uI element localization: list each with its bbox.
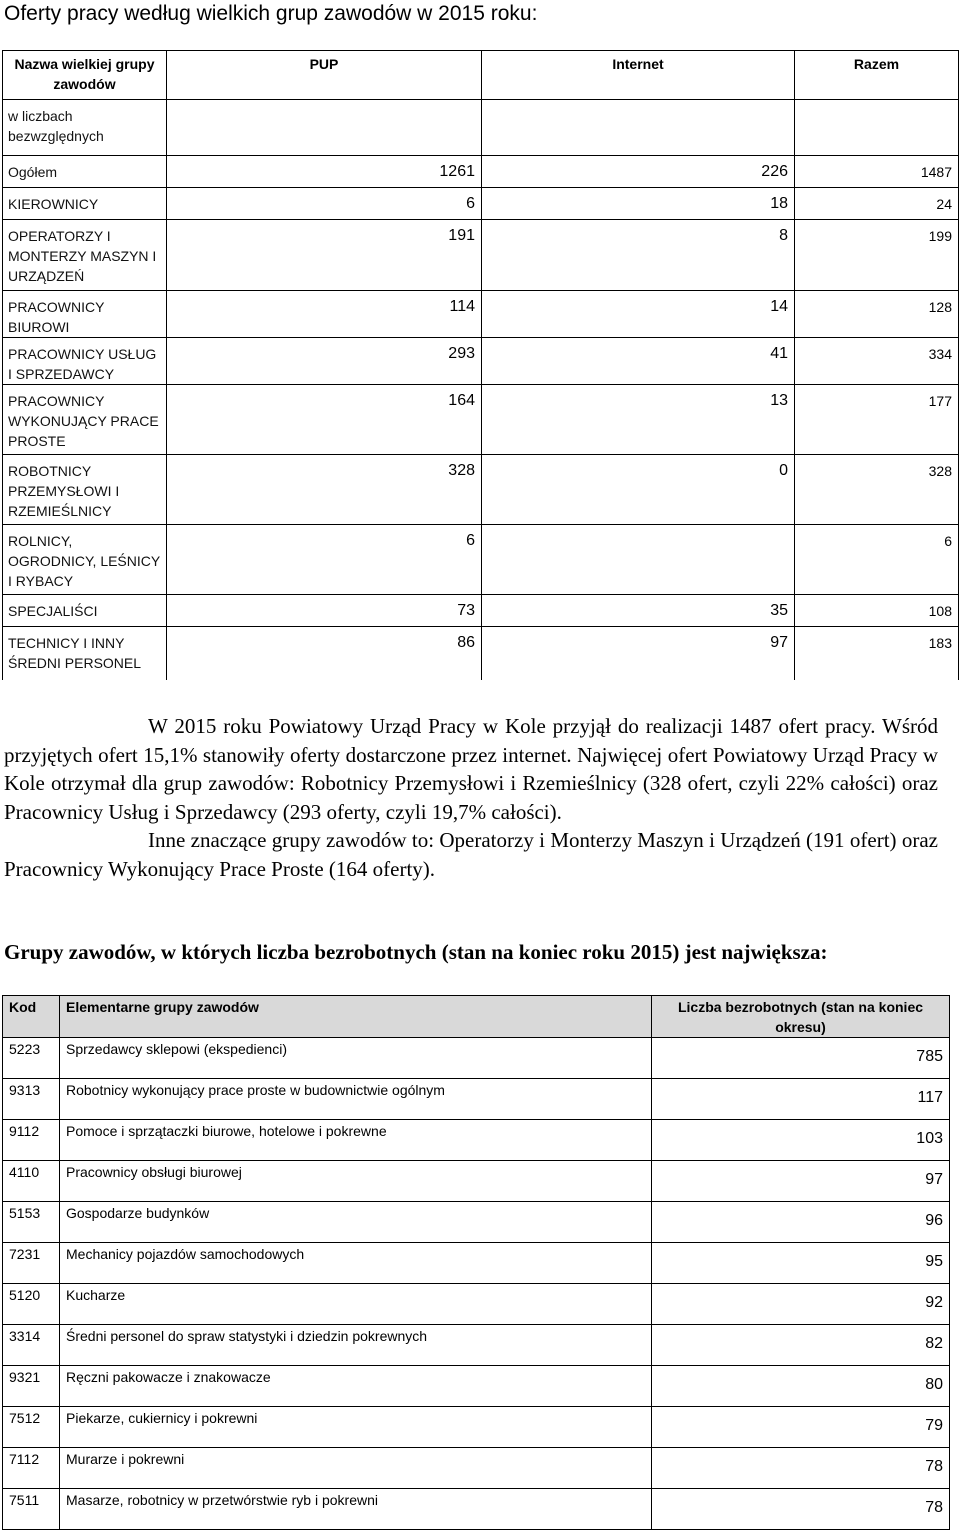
unemployment-table — [2, 995, 950, 1530]
header-pup: PUP — [167, 51, 482, 100]
row-group: Pomoce i sprzątaczki biurowe, hotelowe i pokrewne — [60, 1120, 652, 1161]
row-count: 92 — [652, 1284, 950, 1325]
row-count: 117 — [652, 1079, 950, 1120]
row-razem: 6 — [795, 525, 959, 595]
table-row — [3, 1202, 950, 1243]
summary-paragraph-2: Inne znaczące grupy zawodów to: Operatorzy i Monterzy Maszyn i Urządzeń (191 ofert) oraz Pracownicy Wykonujący Prace Proste (164 oferty). — [4, 828, 938, 881]
row-name: OPERATORZY I MONTERZY MASZYN I URZĄDZEŃ — [3, 220, 167, 291]
header-kod: Kod — [3, 996, 60, 1038]
row-razem: 199 — [795, 220, 959, 291]
table-row — [3, 1325, 950, 1366]
table-row — [3, 220, 959, 291]
row-name: Ogółem — [3, 156, 167, 188]
row-count: 785 — [652, 1038, 950, 1079]
row-group: Sprzedawcy sklepowi (ekspedienci) — [60, 1038, 652, 1079]
row-group: Murarze i pokrewni — [60, 1448, 652, 1489]
row-count: 78 — [652, 1489, 950, 1530]
header-internet: Internet — [482, 51, 795, 100]
table-row — [3, 1161, 950, 1202]
row-pup: 86 — [167, 627, 482, 680]
subheader-empty — [167, 100, 482, 156]
row-razem: 183 — [795, 627, 959, 680]
header-group: Elementarne grupy zawodów — [60, 996, 652, 1038]
table-row — [3, 188, 959, 220]
row-count: 78 — [652, 1448, 950, 1489]
row-count: 96 — [652, 1202, 950, 1243]
summary-paragraph-1: W 2015 roku Powiatowy Urząd Pracy w Kole przyjął do realizacji 1487 ofert pracy. Wśród przyjętych ofert 15,1% stanowiły oferty dostarczone przez internet. Najwięcej ofert Powiatowy Urząd Pracy w Kole otrzymał dla grup zawodów: Robotnicy Przemysłowi i Rzemieślnicy (328 ofert, czyli 22% całości) oraz Pracownicy Usług i Sprzedawcy (293 oferty, czyli 19,7% całości). — [4, 714, 938, 824]
row-group: Kucharze — [60, 1284, 652, 1325]
table-row — [3, 595, 959, 627]
subheader-empty — [482, 100, 795, 156]
row-internet: 97 — [482, 627, 795, 680]
row-kod: 7112 — [3, 1448, 60, 1489]
table-row — [3, 338, 959, 385]
row-count: 80 — [652, 1366, 950, 1407]
row-kod: 5223 — [3, 1038, 60, 1079]
subheader-empty — [795, 100, 959, 156]
table-row — [3, 291, 959, 338]
row-group: Masarze, robotnicy w przetwórstwie ryb i pokrewni — [60, 1489, 652, 1530]
row-pup: 191 — [167, 220, 482, 291]
row-pup: 114 — [167, 291, 482, 338]
row-razem: 177 — [795, 385, 959, 455]
header-count: Liczba bezrobotnych (stan na koniec okresu) — [652, 996, 950, 1038]
row-kod: 5120 — [3, 1284, 60, 1325]
row-count: 95 — [652, 1243, 950, 1284]
table-row — [3, 385, 959, 455]
row-pup: 1261 — [167, 156, 482, 188]
table-row — [3, 1079, 950, 1120]
row-name: ROLNICY, OGRODNICY, LEŚNICY I RYBACY — [3, 525, 167, 595]
row-razem: 1487 — [795, 156, 959, 188]
page-heading: Oferty pracy według wielkich grup zawodów w 2015 roku: — [4, 2, 538, 25]
row-name: ROBOTNICY PRZEMYSŁOWI I RZEMIEŚLNICY — [3, 455, 167, 525]
row-internet: 0 — [482, 455, 795, 525]
job-offers-table — [2, 50, 959, 680]
row-internet — [482, 525, 795, 595]
row-razem: 328 — [795, 455, 959, 525]
unemployment-heading: Grupy zawodów, w których liczba bezrobotnych (stan na koniec roku 2015) jest największa: — [4, 940, 828, 964]
row-name: TECHNICY I INNY ŚREDNI PERSONEL — [3, 627, 167, 680]
table-row — [3, 525, 959, 595]
table-row — [3, 1448, 950, 1489]
table-row — [3, 1284, 950, 1325]
row-pup: 293 — [167, 338, 482, 385]
row-kod: 3314 — [3, 1325, 60, 1366]
row-name: PRACOWNICY BIUROWI — [3, 291, 167, 338]
row-razem: 108 — [795, 595, 959, 627]
row-kod: 4110 — [3, 1161, 60, 1202]
row-pup: 328 — [167, 455, 482, 525]
row-internet: 18 — [482, 188, 795, 220]
row-internet: 8 — [482, 220, 795, 291]
table-row — [3, 1366, 950, 1407]
table-row — [3, 1243, 950, 1284]
row-group: Ręczni pakowacze i znakowacze — [60, 1366, 652, 1407]
row-group: Średni personel do spraw statystyki i dziedzin pokrewnych — [60, 1325, 652, 1366]
row-kod: 9321 — [3, 1366, 60, 1407]
row-razem: 128 — [795, 291, 959, 338]
row-kod: 7512 — [3, 1407, 60, 1448]
row-name: SPECJALIŚCI — [3, 595, 167, 627]
table-row — [3, 1489, 950, 1530]
table-row — [3, 1038, 950, 1079]
row-count: 79 — [652, 1407, 950, 1448]
row-name: PRACOWNICY WYKONUJĄCY PRACE PROSTE — [3, 385, 167, 455]
row-pup: 73 — [167, 595, 482, 627]
row-count: 97 — [652, 1161, 950, 1202]
row-kod: 9313 — [3, 1079, 60, 1120]
row-internet: 226 — [482, 156, 795, 188]
row-internet: 13 — [482, 385, 795, 455]
summary-text — [4, 712, 938, 884]
row-group: Gospodarze budynków — [60, 1202, 652, 1243]
row-group: Robotnicy wykonujący prace proste w budownictwie ogólnym — [60, 1079, 652, 1120]
row-pup: 6 — [167, 525, 482, 595]
table-row — [3, 1120, 950, 1161]
row-internet: 41 — [482, 338, 795, 385]
row-kod: 7511 — [3, 1489, 60, 1530]
row-count: 82 — [652, 1325, 950, 1366]
row-name: KIEROWNICY — [3, 188, 167, 220]
row-internet: 35 — [482, 595, 795, 627]
table-row — [3, 156, 959, 188]
table-row — [3, 455, 959, 525]
row-group: Piekarze, cukiernicy i pokrewni — [60, 1407, 652, 1448]
row-internet: 14 — [482, 291, 795, 338]
table-row — [3, 1407, 950, 1448]
header-razem: Razem — [795, 51, 959, 100]
row-kod: 5153 — [3, 1202, 60, 1243]
row-group: Pracownicy obsługi biurowej — [60, 1161, 652, 1202]
header-group-name: Nazwa wielkiej grupy zawodów — [3, 51, 167, 100]
row-kod: 7231 — [3, 1243, 60, 1284]
row-pup: 164 — [167, 385, 482, 455]
row-group: Mechanicy pojazdów samochodowych — [60, 1243, 652, 1284]
row-kod: 9112 — [3, 1120, 60, 1161]
subheader-absolute: w liczbach bezwzględnych — [3, 100, 167, 156]
table-row — [3, 627, 959, 680]
row-count: 103 — [652, 1120, 950, 1161]
row-name: PRACOWNICY USŁUG I SPRZEDAWCY — [3, 338, 167, 385]
row-razem: 334 — [795, 338, 959, 385]
row-pup: 6 — [167, 188, 482, 220]
row-razem: 24 — [795, 188, 959, 220]
